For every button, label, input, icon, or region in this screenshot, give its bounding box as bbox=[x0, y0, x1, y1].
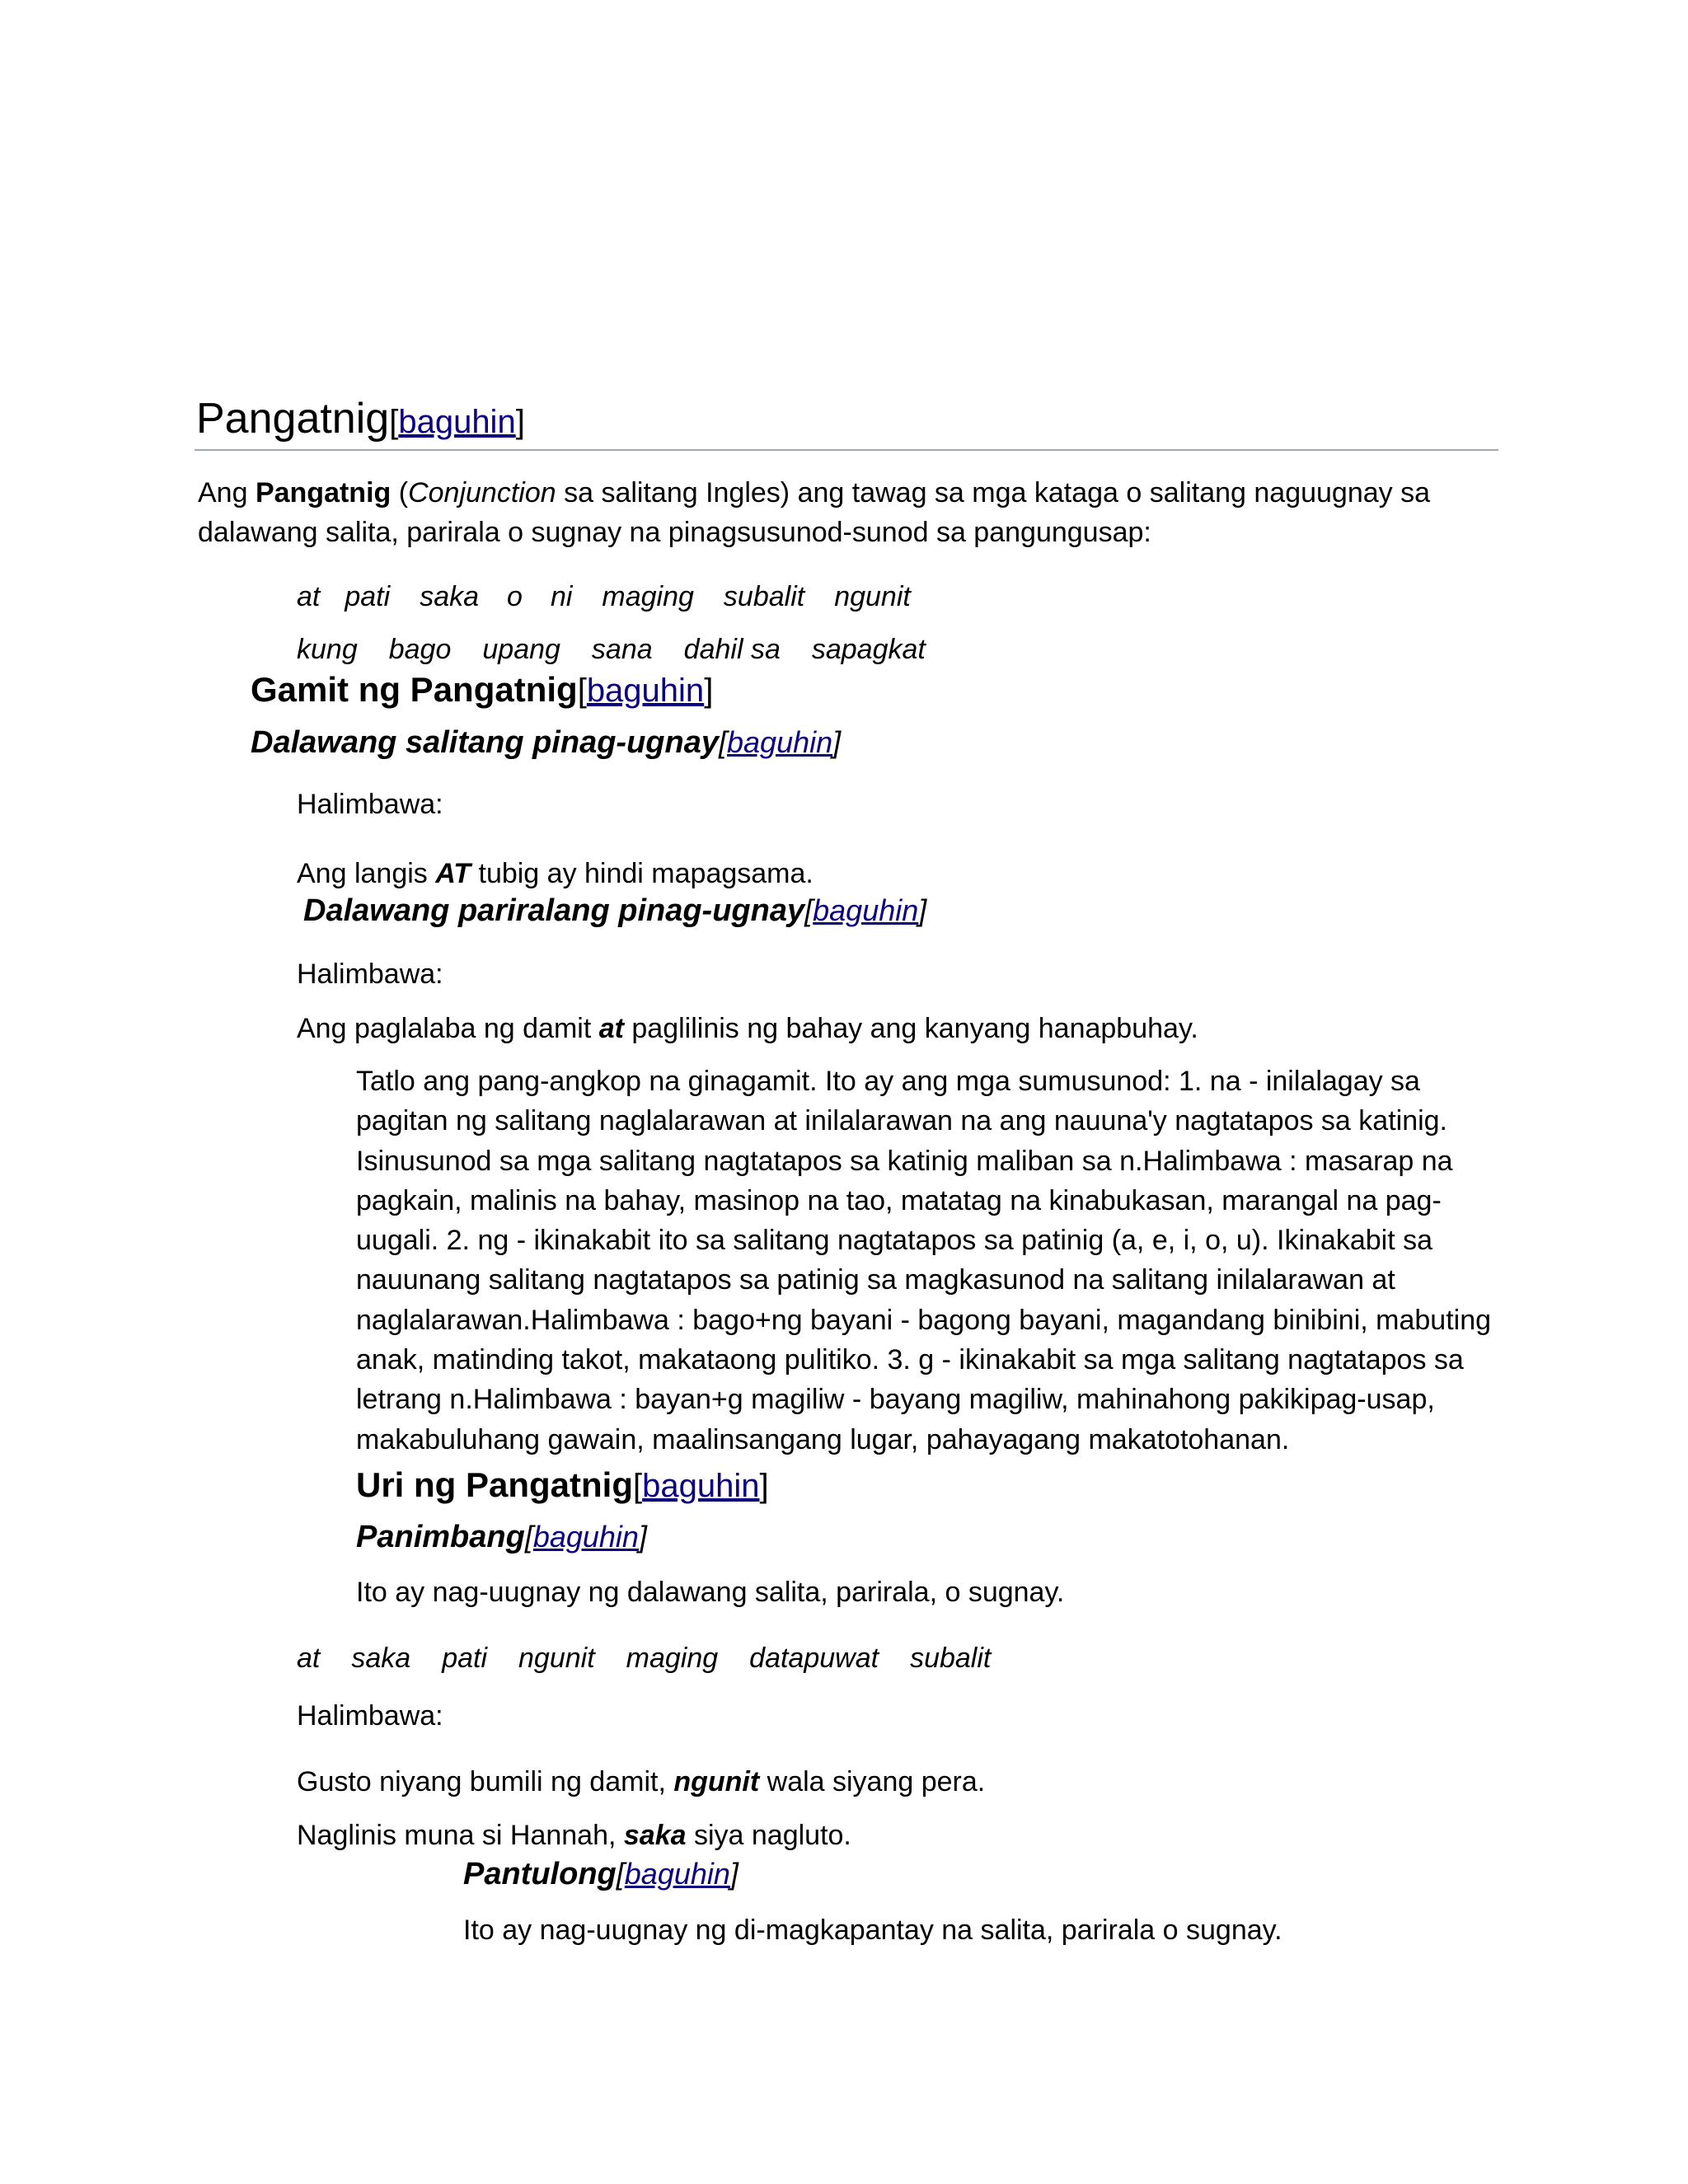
heading-gamit: Gamit ng Pangatnig[baguhin] bbox=[251, 670, 714, 709]
conjunction-word: subalit bbox=[910, 1643, 992, 1674]
paragraph-line: makabuluhang gawain, maalinsangang lugar, pahayagang makatotohanan. bbox=[356, 1423, 1290, 1455]
pantulong-description: Ito ay nag-uugnay ng di-magkapantay na salita, parirala o sugnay. bbox=[463, 1915, 1282, 1946]
example-label-salita: Halimbawa: bbox=[297, 789, 443, 820]
example-keyword: saka bbox=[623, 1820, 687, 1851]
conjunction-word: subalit bbox=[723, 581, 805, 612]
intro-paragraph bbox=[198, 473, 1430, 552]
paragraph-line: naglalarawan.Halimbawa : bago+ng bayani - bagong bayani, magandang binibini, mabuting bbox=[356, 1304, 1492, 1336]
example-keyword: ngunit bbox=[673, 1766, 760, 1797]
conjunction-word: maging bbox=[626, 1643, 719, 1674]
conjunction-word: maging bbox=[602, 581, 694, 612]
conjunction-word: saka bbox=[351, 1643, 411, 1674]
edit-link-uri[interactable]: baguhin bbox=[642, 1468, 760, 1504]
conjunction-list-1 bbox=[297, 577, 911, 616]
edit-link-salita[interactable]: baguhin bbox=[727, 725, 833, 759]
intro-line-1: Ang Pangatnig (Conjunction sa salitang Ingles) ang tawag sa mga kataga o salitang naguugnay sa bbox=[198, 477, 1431, 509]
paragraph-line: Isinusunod sa mga salitang nagtatapos sa katinig maliban sa n.Halimbawa : masarap na bbox=[356, 1145, 1453, 1177]
conjunction-list-2 bbox=[297, 630, 926, 669]
heading-uri: Uri ng Pangatnig[baguhin] bbox=[356, 1465, 769, 1504]
example-panimbang-1: Gusto niyang bumili ng damit, ngunit wala siyang pera. bbox=[297, 1766, 986, 1797]
example-label-panimbang: Halimbawa: bbox=[297, 1700, 443, 1732]
conjunction-word: at bbox=[297, 1643, 321, 1674]
conjunction-word: o bbox=[507, 581, 523, 612]
paragraph-line: uugali. 2. ng - ikinakabit ito sa salitang nagtatapos sa patinig (a, e, i, o, u). Ikinakabit sa bbox=[356, 1225, 1432, 1257]
edit-link-panimbang[interactable]: baguhin bbox=[532, 1520, 639, 1554]
conjunction-word: pati bbox=[442, 1643, 488, 1674]
conjunction-word: saka bbox=[420, 581, 480, 612]
paragraph-line: anak, matinding takot, makataong pulitiko. 3. g - ikinakabit sa mga salitang nagtatapos sa bbox=[356, 1344, 1464, 1376]
heading-parirala: Dalawang pariralang pinag-ugnay[baguhin] bbox=[303, 893, 927, 928]
page-title bbox=[196, 392, 525, 448]
example-salita: Ang langis AT tubig ay hindi mapagsama. bbox=[297, 858, 814, 889]
conjunction-word: sapagkat bbox=[811, 634, 926, 665]
conjunction-word: upang bbox=[482, 634, 560, 665]
edit-link-pantulong[interactable]: baguhin bbox=[624, 1857, 730, 1891]
edit-link-wrapper: [baguhin] bbox=[389, 404, 525, 440]
paragraph-line: pagitan ng salitang naglalarawan at inilalarawan na ang nauuna'y nagtatapos sa katinig. bbox=[356, 1105, 1448, 1137]
edit-link-gamit[interactable]: baguhin bbox=[586, 673, 705, 709]
panimbang-description: Ito ay nag-uugnay ng dalawang salita, parirala, o sugnay. bbox=[356, 1577, 1065, 1608]
conjunction-word: dahil sa bbox=[683, 634, 781, 665]
conjunction-word: ngunit bbox=[518, 1643, 595, 1674]
pangangkop-paragraph bbox=[356, 1062, 1493, 1460]
paragraph-line: nauunang salitang nagtatapos sa patinig sa magkasunod na salitang inilalarawan at bbox=[356, 1264, 1395, 1296]
example-label-parirala: Halimbawa: bbox=[297, 958, 443, 990]
example-keyword: at bbox=[598, 1013, 624, 1044]
heading-salita: Dalawang salitang pinag-ugnay[baguhin] bbox=[251, 725, 842, 760]
panimbang-word-list bbox=[297, 1638, 991, 1678]
conjunction-word: pati bbox=[345, 581, 391, 612]
conjunction-word: bago bbox=[388, 634, 452, 665]
example-parirala: Ang paglalaba ng damit at paglilinis ng bahay ang kanyang hanapbuhay. bbox=[297, 1013, 1198, 1044]
paragraph-line: Tatlo ang pang-angkop na ginagamit. Ito ay ang mga sumusunod: 1. na - inilalagay sa bbox=[356, 1066, 1420, 1097]
heading-panimbang: Panimbang[baguhin] bbox=[356, 1520, 647, 1554]
edit-link-title[interactable]: baguhin bbox=[398, 404, 516, 440]
paragraph-line: pagkain, malinis na bahay, masinop na tao, matatag na kinabukasan, marangal na pag- bbox=[356, 1184, 1442, 1216]
paragraph-line: letrang n.Halimbawa : bayan+g magiliw - bayang magiliw, mahinahong pakikipag-usap, bbox=[356, 1384, 1435, 1416]
heading-pantulong: Pantulong[baguhin] bbox=[463, 1857, 738, 1891]
conjunction-word: ngunit bbox=[834, 581, 911, 612]
intro-line-2: dalawang salita, parirala o sugnay na pinagsusunod-sunod sa pangungusap: bbox=[198, 517, 1151, 548]
example-panimbang-2: Naglinis muna si Hannah, saka siya nagluto. bbox=[297, 1820, 851, 1851]
example-keyword: AT bbox=[435, 858, 471, 889]
page-title-text: Pangatnig bbox=[196, 395, 390, 443]
conjunction-word: kung bbox=[297, 634, 358, 665]
conjunction-word: sana bbox=[591, 634, 653, 665]
intro-term-en: Conjunction bbox=[408, 477, 556, 509]
edit-link-parirala[interactable]: baguhin bbox=[813, 893, 919, 927]
conjunction-word: at bbox=[297, 581, 321, 612]
intro-term: Pangatnig bbox=[255, 477, 392, 509]
conjunction-word: ni bbox=[550, 581, 573, 612]
title-divider bbox=[195, 449, 1498, 451]
conjunction-word: datapuwat bbox=[749, 1643, 879, 1674]
